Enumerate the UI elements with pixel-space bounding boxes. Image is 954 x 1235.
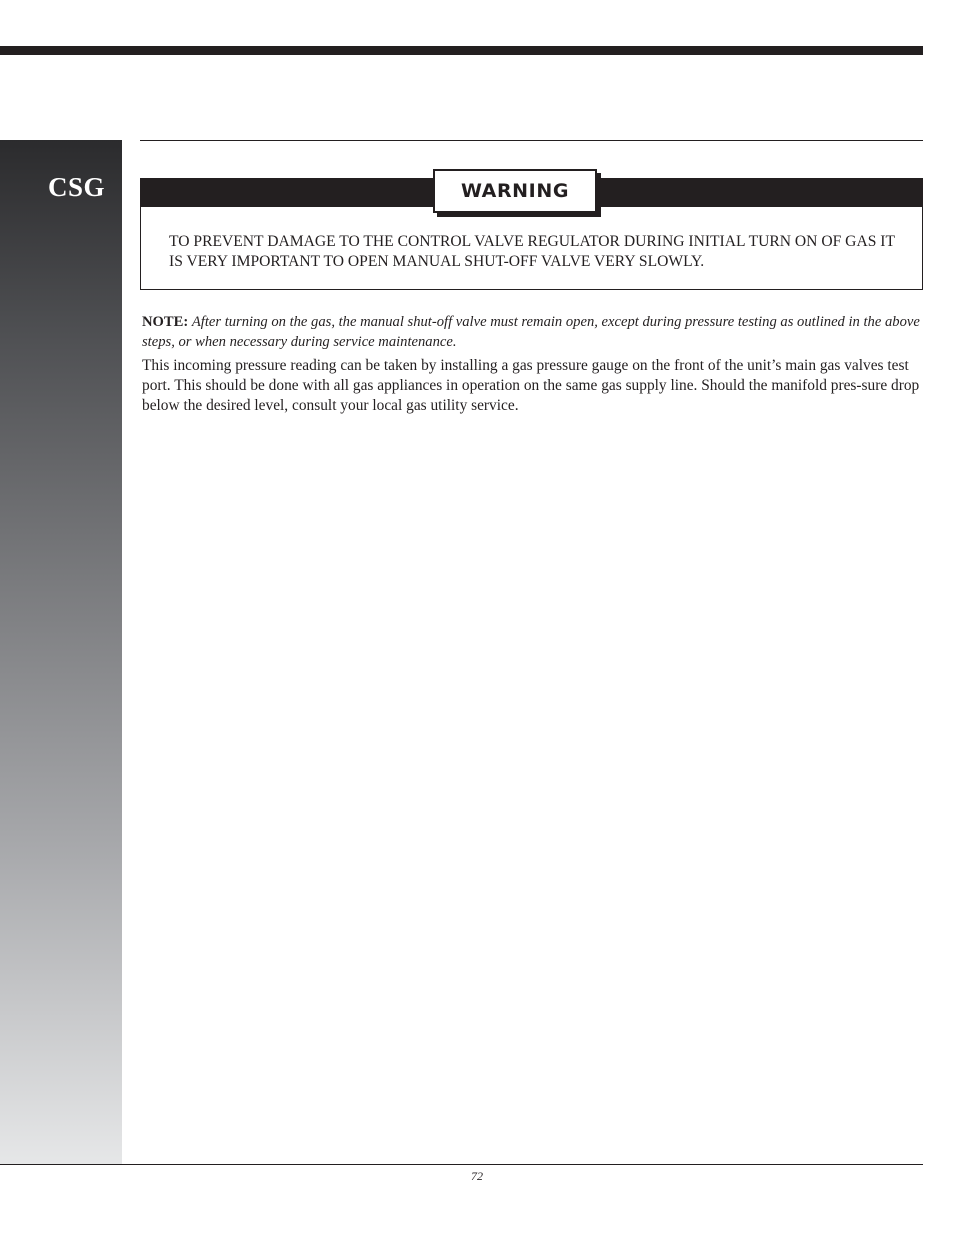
body-paragraph: This incoming pressure reading can be taken by installing a gas pressure gauge on the front of the unit’s main gas valves test port. This should be done with all gas appliances in operation on the same gas supply line. Should the manifold pres-sure drop below the desired level, consult your local gas utility service. (142, 357, 920, 414)
warning-box (140, 178, 923, 290)
warning-heading: WARNING (433, 169, 597, 213)
sidebar-tab (0, 140, 122, 1164)
note-text: After turning on the gas, the manual shut-off valve must remain open, except during pressure testing as outlined in the above steps, or when necessary during service maintenance. (142, 314, 920, 350)
sidebar-label: CSG (47, 172, 105, 202)
note-label: NOTE: (142, 314, 189, 330)
page-number: 72 (471, 1169, 483, 1183)
note (142, 313, 922, 352)
footer-rule (0, 1164, 923, 1165)
warning-text: TO PREVENT DAMAGE TO THE CONTROL VALVE REGULATOR DURING INITIAL TURN ON OF GAS IT IS VERY IMPORTANT TO OPEN MANUAL SHUT-OFF VALVE VERY SLOWLY. (169, 233, 895, 270)
header-rule (140, 140, 923, 141)
top-rule (0, 46, 923, 55)
